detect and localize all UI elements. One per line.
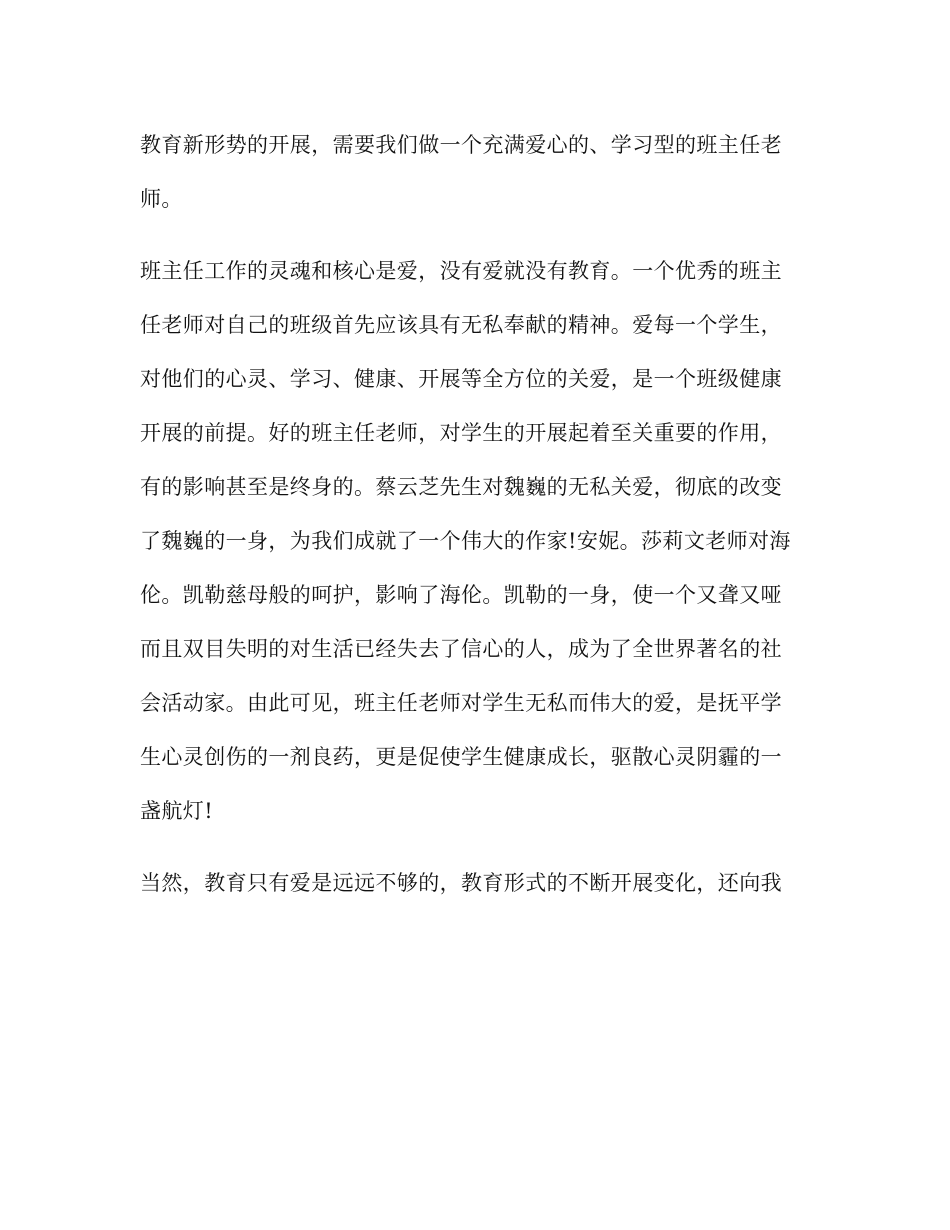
text-line: 有的影响甚至是终身的。蔡云芝先生对魏巍的无私关爱，彻底的改变 [140,475,782,499]
text-line: 师。 [140,187,183,211]
document-body [140,118,820,910]
text-line: 生心灵创伤的一剂良药，更是促使学生健康成长，驱散心灵阴霾的一 [140,745,782,769]
text-line: 班主任工作的灵魂和核心是爱，没有爱就没有教育。一个优秀的班主 [140,259,782,283]
text-line: 而且双目失明的对生活已经失去了信心的人，成为了全世界著名的社 [140,637,782,661]
text-line: 盏航灯! [140,799,214,823]
text-line: 会活动家。由此可见，班主任老师对学生无私而伟大的爱，是抚平学 [140,691,782,715]
text-line: 开展的前提。好的班主任老师，对学生的开展起着至关重要的作用， [140,421,782,445]
text-line: 任老师对自己的班级首先应该具有无私奉献的精神。爱每一个学生， [140,313,782,337]
paragraph-1 [140,118,820,226]
text-line: 了魏巍的一身，为我们成就了一个伟大的作家!安妮。莎莉文老师对海 [140,529,791,553]
paragraph-3 [140,856,820,910]
paragraph-2 [140,244,820,838]
text-line: 伦。凯勒慈母般的呵护，影响了海伦。凯勒的一身，使一个又聋又哑 [140,583,782,607]
text-line: 当然，教育只有爱是远远不够的，教育形式的不断开展变化，还向我 [140,871,782,895]
text-line: 教育新形势的开展，需要我们做一个充满爱心的、学习型的班主任老 [140,133,782,157]
text-line: 对他们的心灵、学习、健康、开展等全方位的关爱，是一个班级健康 [140,367,782,391]
